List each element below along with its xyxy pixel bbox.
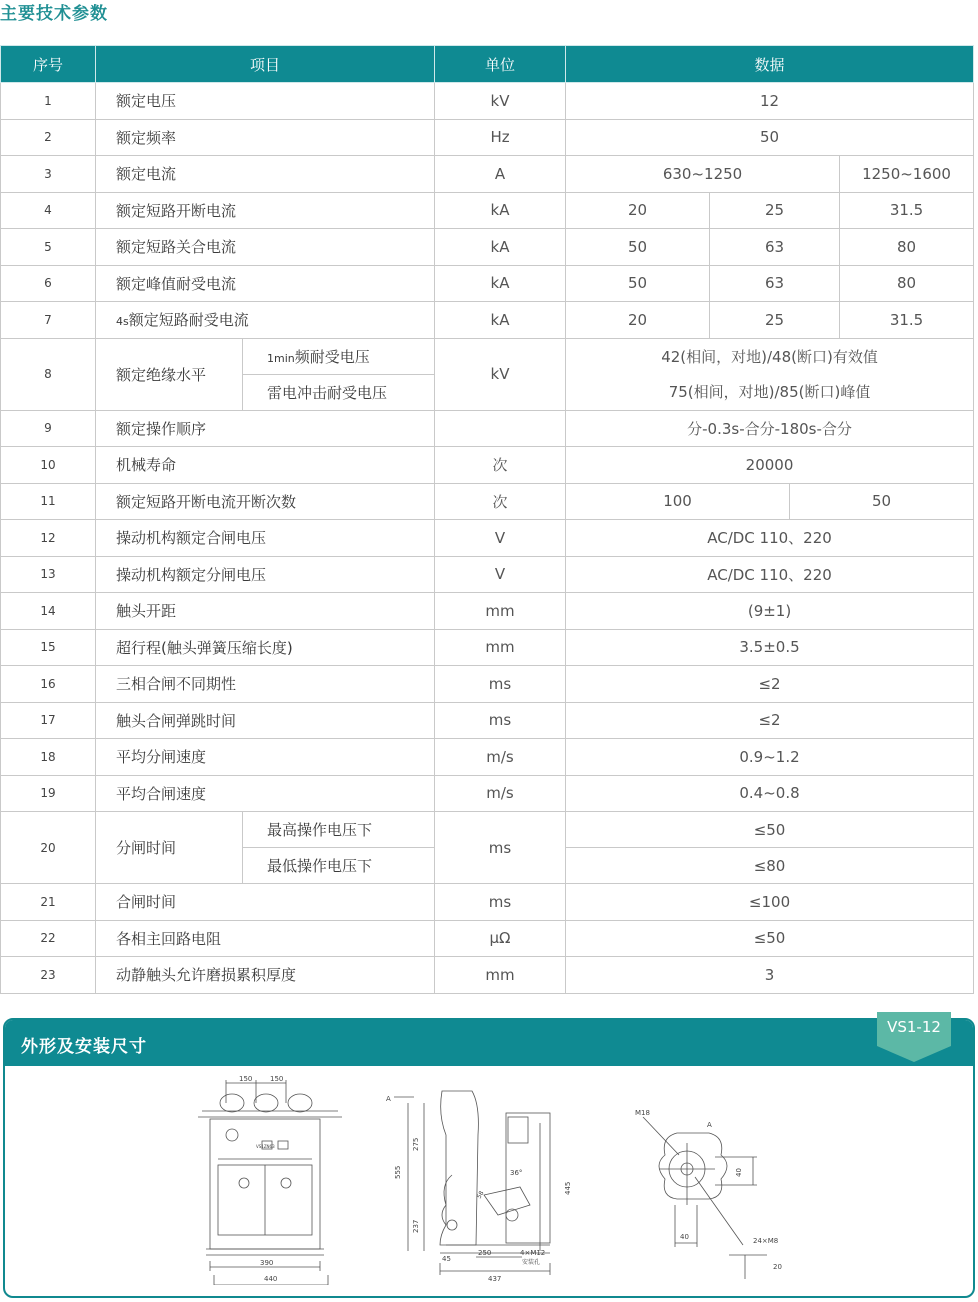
table-header-row [1, 46, 974, 83]
row-value: 3 [566, 957, 974, 994]
row-value: 31.5 [840, 192, 974, 229]
side-dim-250: 250 [478, 1249, 492, 1257]
row-value: ≤80 [566, 848, 974, 884]
header-item: 项目 [96, 46, 435, 83]
row-item: 额定短路开断电流开断次数 [96, 483, 435, 520]
row-item: 额定频率 [96, 119, 435, 156]
table-row [1, 338, 974, 374]
row-value: AC/DC 110、220 [566, 520, 974, 557]
row-no: 18 [1, 739, 96, 776]
row-unit: m/s [435, 775, 566, 812]
row-value: 0.4~0.8 [566, 775, 974, 812]
row-value: 25 [710, 302, 840, 339]
row-value: 20 [566, 302, 710, 339]
row-unit: μΩ [435, 920, 566, 957]
row-no: 7 [1, 302, 96, 339]
row-subitem: 雷电冲击耐受电压 [243, 374, 435, 410]
row-subitem [243, 338, 435, 374]
row-no: 16 [1, 666, 96, 703]
side-dim-445: 445 [564, 1181, 572, 1195]
row-value: 80 [840, 229, 974, 266]
row-value: ≤50 [566, 920, 974, 957]
side-dim-275: 275 [412, 1137, 420, 1151]
row-no: 5 [1, 229, 96, 266]
row-no: 8 [1, 338, 96, 410]
table-row [1, 593, 974, 630]
header-no: 序号 [1, 46, 96, 83]
detail-m18-label: M18 [635, 1109, 650, 1117]
row-unit: A [435, 156, 566, 193]
row-no: 1 [1, 83, 96, 120]
row-unit: Hz [435, 119, 566, 156]
row-no: 20 [1, 812, 96, 884]
row-value: 50 [566, 119, 974, 156]
table-row [1, 156, 974, 193]
row-item: 额定电流 [96, 156, 435, 193]
table-row [1, 192, 974, 229]
side-label-a: A [386, 1095, 391, 1103]
table-row [1, 775, 974, 812]
table-row [1, 739, 974, 776]
row-value: 分-0.3s-合分-180s-合分 [566, 410, 974, 447]
row-value: 0.9~1.2 [566, 739, 974, 776]
row-unit: ms [435, 812, 566, 884]
row-unit: ms [435, 884, 566, 921]
side-dim-58: 58 [475, 1189, 486, 1200]
table-row [1, 666, 974, 703]
row-no: 10 [1, 447, 96, 484]
row-value: 50 [566, 265, 710, 302]
table-row [1, 83, 974, 120]
row-item: 各相主回路电阻 [96, 920, 435, 957]
front-view-drawing [188, 1075, 358, 1285]
row-unit: kV [435, 83, 566, 120]
row-value: ≤2 [566, 666, 974, 703]
row-unit [435, 410, 566, 447]
row-value: 20 [566, 192, 710, 229]
header-unit: 单位 [435, 46, 566, 83]
table-row [1, 447, 974, 484]
table-row [1, 884, 974, 921]
detail-drawing [625, 1105, 785, 1280]
row-no: 12 [1, 520, 96, 557]
row-no: 17 [1, 702, 96, 739]
front-dim-top-1: 150 [239, 1075, 253, 1083]
row-unit: mm [435, 629, 566, 666]
model-label: VS1-12 [887, 1018, 941, 1036]
side-dim-237: 237 [412, 1219, 420, 1233]
row-item: 额定绝缘水平 [96, 338, 243, 410]
side-dim-555: 555 [394, 1165, 402, 1179]
row-unit: 次 [435, 447, 566, 484]
row-value: 100 [566, 483, 790, 520]
front-dim-top-2: 150 [270, 1075, 284, 1083]
row-item: 三相合闸不同期性 [96, 666, 435, 703]
table-row [1, 119, 974, 156]
row-item: 动静触头允许磨损累积厚度 [96, 957, 435, 994]
row-unit: m/s [435, 739, 566, 776]
row-no: 13 [1, 556, 96, 593]
side-dim-45: 45 [442, 1255, 451, 1263]
row-unit: 次 [435, 483, 566, 520]
model-badge [877, 1012, 951, 1062]
row-no: 15 [1, 629, 96, 666]
row-item: 触头合闸弹跳时间 [96, 702, 435, 739]
table-row [1, 520, 974, 557]
table-row [1, 629, 974, 666]
row-no: 22 [1, 920, 96, 957]
header-data: 数据 [566, 46, 974, 83]
row-value: 12 [566, 83, 974, 120]
row-item: 操动机构额定分闸电压 [96, 556, 435, 593]
row-value: 63 [710, 229, 840, 266]
row-unit: mm [435, 957, 566, 994]
row-item [96, 302, 435, 339]
row-item: 额定峰值耐受电流 [96, 265, 435, 302]
row-item: 平均合闸速度 [96, 775, 435, 812]
row-item: 分闸时间 [96, 812, 243, 884]
row-value: 63 [710, 265, 840, 302]
table-row [1, 920, 974, 957]
row-item: 操动机构额定合闸电压 [96, 520, 435, 557]
front-dim-bottom-2: 440 [264, 1275, 278, 1283]
row-no: 19 [1, 775, 96, 812]
table-row [1, 410, 974, 447]
item-text: 额定短路耐受电流 [128, 311, 249, 330]
side-view-drawing [380, 1075, 580, 1285]
row-value: 50 [566, 229, 710, 266]
row-unit: V [435, 520, 566, 557]
row-value: ≤50 [566, 812, 974, 848]
row-unit: kA [435, 302, 566, 339]
spec-table [0, 45, 974, 994]
row-unit: mm [435, 593, 566, 630]
front-dim-bottom-1: 390 [260, 1259, 274, 1267]
dimensions-panel [3, 1018, 975, 1298]
row-value: 80 [840, 265, 974, 302]
table-row [1, 229, 974, 266]
detail-dim-40b: 40 [680, 1233, 689, 1241]
row-unit: ms [435, 666, 566, 703]
row-unit: V [435, 556, 566, 593]
row-unit: kV [435, 338, 566, 410]
table-row [1, 702, 974, 739]
row-item: 额定电压 [96, 83, 435, 120]
row-value: 50 [790, 483, 974, 520]
row-value: AC/DC 110、220 [566, 556, 974, 593]
side-dim-angle: 36° [510, 1169, 523, 1177]
row-no: 14 [1, 593, 96, 630]
table-row [1, 483, 974, 520]
row-unit: ms [435, 702, 566, 739]
side-bolt-label: 4×M12 [520, 1249, 546, 1257]
row-no: 2 [1, 119, 96, 156]
row-value: 1250~1600 [840, 156, 974, 193]
row-item: 合闸时间 [96, 884, 435, 921]
detail-dim-20: 20 [773, 1263, 782, 1271]
item-prefix: 4s [116, 315, 129, 329]
row-no: 21 [1, 884, 96, 921]
row-item: 超行程(触头弹簧压缩长度) [96, 629, 435, 666]
subitem-text: 频耐受电压 [294, 347, 370, 366]
row-item: 机械寿命 [96, 447, 435, 484]
table-row [1, 556, 974, 593]
table-row [1, 302, 974, 339]
dimensions-title: 外形及安装尺寸 [21, 1037, 147, 1057]
row-unit: kA [435, 229, 566, 266]
table-row [1, 812, 974, 848]
row-no: 9 [1, 410, 96, 447]
subitem-prefix: 1min [267, 351, 295, 365]
detail-dim-40a: 40 [735, 1168, 743, 1177]
row-value: ≤2 [566, 702, 974, 739]
row-no: 23 [1, 957, 96, 994]
row-value: 75(相间，对地)/85(断口)峰值 [566, 374, 974, 410]
dimensions-header [5, 1020, 973, 1066]
detail-label-a: A [707, 1121, 712, 1129]
row-subitem: 最高操作电压下 [243, 812, 435, 848]
detail-bolt-label: 24×M8 [753, 1237, 779, 1245]
row-value: 25 [710, 192, 840, 229]
table-row [1, 957, 974, 994]
row-no: 3 [1, 156, 96, 193]
row-item: 额定短路开断电流 [96, 192, 435, 229]
row-value: 20000 [566, 447, 974, 484]
table-row [1, 265, 974, 302]
front-plate-label: VS1ZN63 [256, 1144, 275, 1149]
row-value: 42(相间，对地)/48(断口)有效值 [566, 338, 974, 374]
row-value: ≤100 [566, 884, 974, 921]
side-dim-437: 437 [488, 1275, 502, 1283]
row-no: 11 [1, 483, 96, 520]
row-no: 4 [1, 192, 96, 229]
section-title: 主要技术参数 [0, 4, 108, 24]
row-item: 额定操作顺序 [96, 410, 435, 447]
row-unit: kA [435, 192, 566, 229]
row-value: 630~1250 [566, 156, 840, 193]
row-value: 3.5±0.5 [566, 629, 974, 666]
row-no: 6 [1, 265, 96, 302]
side-bolt-note: 安装孔 [522, 1259, 541, 1266]
row-item: 平均分闸速度 [96, 739, 435, 776]
row-value: 31.5 [840, 302, 974, 339]
row-item: 触头开距 [96, 593, 435, 630]
row-subitem: 最低操作电压下 [243, 848, 435, 884]
row-item: 额定短路关合电流 [96, 229, 435, 266]
row-unit: kA [435, 265, 566, 302]
row-value: (9±1) [566, 593, 974, 630]
